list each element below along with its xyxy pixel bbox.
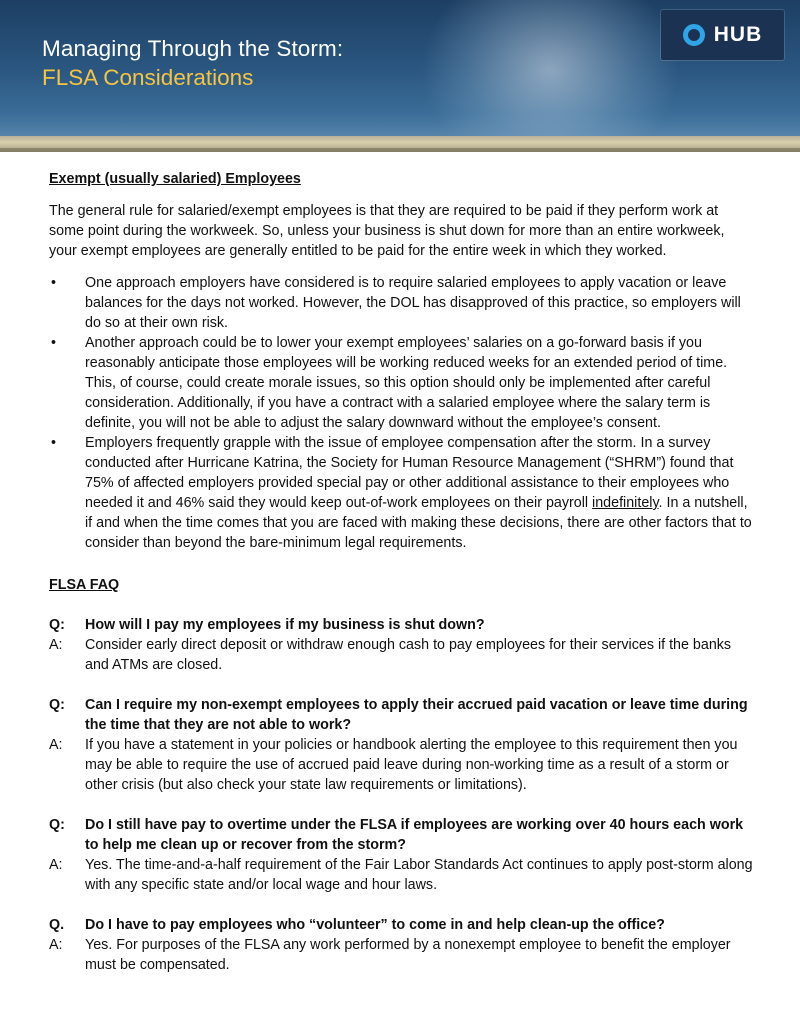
horizon-line (0, 148, 800, 152)
bullet-icon: • (51, 335, 57, 351)
faq-item (49, 695, 754, 795)
faq-answer (49, 735, 754, 795)
section-heading-faq: FLSA FAQ (49, 577, 120, 593)
answer-label: A: (49, 637, 63, 653)
document-body (49, 160, 754, 975)
faq-item (49, 915, 754, 975)
faq-item (49, 815, 754, 895)
faq-answer (49, 635, 754, 675)
question-text: Can I require my non-exempt employees to apply their accrued paid vacation or leave time during the time that they are not able to work? (85, 697, 748, 733)
faq-question (49, 695, 754, 735)
banner-subtitle: FLSA Considerations (42, 65, 254, 90)
hub-ring-icon (683, 24, 705, 46)
faq-answer (49, 855, 754, 895)
storm-sky-image (420, 0, 680, 152)
underlined-word: indefinitely (592, 495, 659, 511)
list-item (49, 273, 754, 333)
answer-text: Consider early direct deposit or withdraw enough cash to pay employees for their services if the banks and ATMs are closed. (85, 637, 732, 673)
question-label: Q: (49, 617, 65, 633)
bullet-icon: • (51, 435, 57, 451)
header-banner (0, 0, 800, 152)
bullet-list (49, 273, 754, 553)
faq-answer (49, 935, 754, 975)
bullet-text: Another approach could be to lower your exempt employees’ salaries on a go-forward basis if you reasonably anticipate those employees will be working reduced weeks for an extended period of time. This, of course, could create morale issues, so this option should only be implemented after careful consideration. Additionally, if you have a contract with a salaried employee where the salary term is definite, you will not be able to adjust the salary downward without the employee’s consent. (85, 335, 728, 431)
intro-paragraph: The general rule for salaried/exempt employees is that they are required to be paid if they perform work at some point during the workweek. So, unless your business is shut down for more than an entire workweek, your exempt employees are generally entitled to be paid for the entire week in which they worked. (49, 203, 725, 259)
banner-title: Managing Through the Storm: (42, 36, 344, 61)
question-label: Q. (49, 917, 65, 933)
answer-label: A: (49, 737, 63, 753)
bullet-text: One approach employers have considered is to require salaried employees to apply vacation or leave balances for the days not worked. However, the DOL has disapproved of this practice, so employers will do so at their own risk. (85, 275, 741, 331)
answer-text: Yes. The time-and-a-half requirement of the Fair Labor Standards Act continues to apply post-storm along with any specific state and/or local wage and hour laws. (85, 857, 753, 893)
logo-text: HUB (713, 23, 763, 46)
answer-label: A: (49, 857, 63, 873)
answer-text: If you have a statement in your policies or handbook alerting the employee to this requirement then you may be able to require the use of accrued paid leave during non-working time as a result of a storm or other crisis (but also check your state law requirements or limitations). (85, 737, 738, 793)
bullet-text-part: Employers frequently grapple with the issue of employee compensation after the storm. In a survey conducted after Hurricane Katrina, the Society for Human Resource Management (“SHRM”) found that 75% of affected employers provided special pay or other additional assistance to their employees who needed it and 46% said they would keep out-of-work employees on their payroll (85, 435, 734, 511)
bullet-text (85, 435, 752, 551)
question-text: Do I still have pay to overtime under the FLSA if employees are working over 40 hours each work to help me clean up or recover from the storm? (85, 817, 744, 853)
question-label: Q: (49, 817, 65, 833)
question-label: Q: (49, 697, 65, 713)
answer-text: Yes. For purposes of the FLSA any work performed by a nonexempt employee to benefit the employer must be compensated. (85, 937, 731, 973)
faq-question (49, 615, 754, 635)
list-item (49, 333, 754, 433)
list-item (49, 433, 754, 553)
question-text: Do I have to pay employees who “volunteer” to come in and help clean-up the office? (85, 917, 665, 933)
faq-item (49, 615, 754, 675)
bullet-text-part: . In a nutshell, if and when the time comes that you are faced with making these decisions, there are other factors that to consider than beyond the bare-minimum legal requirements. (85, 495, 752, 551)
answer-label: A: (49, 937, 63, 953)
question-text: How will I pay my employees if my business is shut down? (85, 617, 485, 633)
bullet-icon: • (51, 275, 57, 291)
hub-logo (661, 10, 784, 60)
faq-question (49, 815, 754, 855)
faq-question (49, 915, 754, 935)
section-heading-exempt: Exempt (usually salaried) Employees (49, 171, 301, 187)
